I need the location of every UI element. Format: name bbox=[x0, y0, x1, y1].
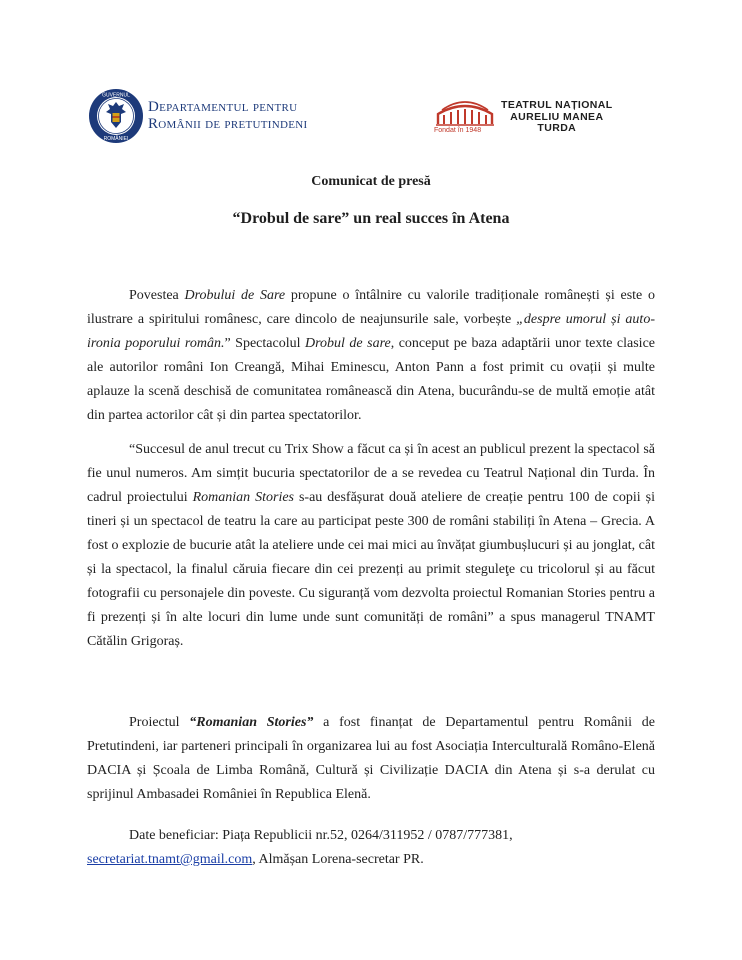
svg-text:GUVERNUL: GUVERNUL bbox=[102, 92, 130, 99]
contact-line: Date beneficiar: Piața Republicii nr.52, 0264/311952 / 0787/777381, bbox=[129, 828, 513, 843]
theatre-logo bbox=[434, 100, 613, 136]
p1-italic-quote: „despre umorul și auto-ironia poporului român. bbox=[87, 312, 655, 351]
p3-text-a: Proiectul bbox=[129, 715, 190, 730]
p3-text-c: a fost finanțat de Departamentul pentru Românii de Pretutindeni, iar parteneri principali în organizarea lui au fost Asociația Interculturală Româno-Elenă DACIA și Școala de Limba Română, Cultură și Civilizație DACIA din Atena și s-a derulat cu sprijinul Ambasadei României în Republica Elenă. bbox=[87, 715, 655, 802]
dept-logo bbox=[88, 88, 307, 144]
dept-name-line1: Departamentul pentru bbox=[148, 99, 298, 115]
paragraph-1 bbox=[87, 284, 655, 436]
p1-text-e: ” Spectacolul bbox=[224, 336, 305, 351]
government-seal-icon bbox=[88, 88, 144, 144]
p1-text-c: propune o întâlnire cu valorile tradiționale românești și este o ilustrare a spiritului românesc, care dincolo de neajunsurile sale, vorbește bbox=[87, 288, 655, 327]
theatre-name-line3: TURDA bbox=[537, 122, 577, 134]
paragraph-3 bbox=[87, 711, 655, 815]
p2-text-a: “Succesul de anul trecut cu Trix Show a făcut ca și în acest an publicul prezent la spectacol să fie unul numeros. Am simțit bucuria spectatorilor de a se revedea cu Teatrul Național din Turda. În cadrul proiectului bbox=[87, 442, 655, 505]
paragraph-4 bbox=[87, 824, 655, 880]
theatre-name-line2: AURELIU MANEA bbox=[510, 110, 604, 123]
dept-name bbox=[148, 99, 307, 133]
document-type: Comunicat de presă bbox=[311, 174, 431, 189]
paragraph-2 bbox=[87, 438, 655, 662]
p2-text-c: s-au desfășurat două ateliere de creație pentru 100 de copii și tineri și un spectacol de teatru la care au participat peste 300 de români stabiliți în Atena – Grecia. A fost o explozie de bucurie atât la ateliere unde cei mai mici au învățat giumbușlucuri și au jonglat, cât și la spectacol, la finalul căruia fiecare din cei prezenți au primit steguleţe cu tricolorul și au făcut fotografii cu personajele din poveste. Cu siguranță vom dezvolta proiectul Romanian Stories pentru a fi prezenți și în alte locuri din lume unde sunt comunități de români” a spus managerul TNAMT Cătălin Grigoraș. bbox=[87, 490, 655, 649]
p1-text-a: Povestea bbox=[129, 288, 185, 303]
theatre-building-icon bbox=[434, 100, 496, 136]
theatre-founded-text: Fondat în 1948 bbox=[434, 127, 482, 134]
theatre-name bbox=[501, 100, 613, 135]
p3-bold-project: “Romanian Stories” bbox=[189, 715, 314, 730]
email-link[interactable]: secretariat.tnamt@gmail.com bbox=[87, 852, 253, 867]
p2-italic-project: Romanian Stories bbox=[192, 490, 294, 505]
p1-italic-show: Drobul de sare bbox=[304, 336, 391, 351]
theatre-name-line1: TEATRUL NAȚIONAL bbox=[501, 99, 613, 111]
contact-person: , Almășan Lorena-secretar PR. bbox=[252, 852, 424, 867]
svg-text:ROMÂNIEI: ROMÂNIEI bbox=[103, 136, 129, 142]
p1-text-g: , conceput pe baza adaptării unor texte clasice ale autorilor români Ion Creangă, Mihai Eminescu, Anton Pann a fost primit cu ovații și multe aplauze la scenă deschisă de comunitatea românească din Atena, bucurându-se de multă emoție atât din partea actorilor cât și din partea spectatorilor. bbox=[87, 336, 655, 423]
p1-italic-title: Drobului de Sare bbox=[184, 288, 286, 303]
dept-name-line2: Românii de pretutindeni bbox=[148, 116, 308, 132]
document-title: “Drobul de sare” un real succes în Atena bbox=[232, 210, 510, 227]
